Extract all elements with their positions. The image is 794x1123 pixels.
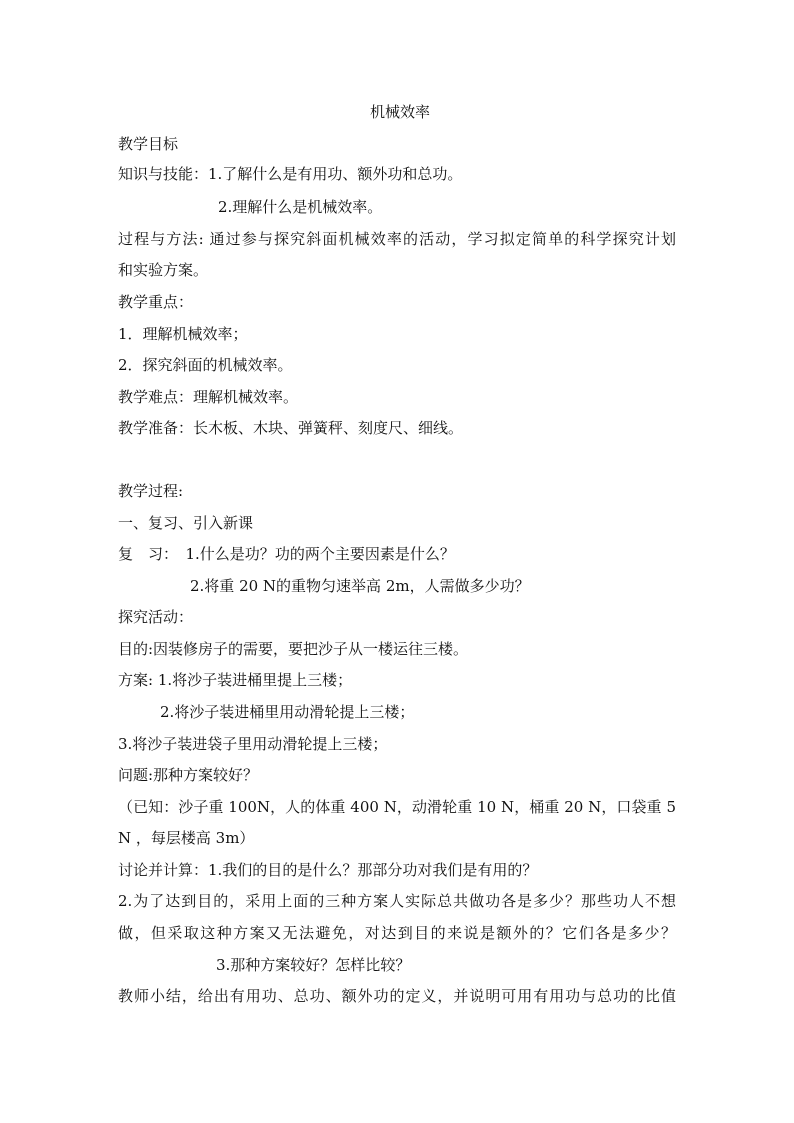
paragraph-line: 探究活动： bbox=[118, 608, 194, 626]
paragraph-line: 3.那种方案较好？怎样比较？ bbox=[216, 956, 411, 974]
paragraph-line: 讨论并计算：1.我们的目的是什么？那部分功对我们是有用的？ bbox=[118, 861, 538, 879]
list-item: 1．理解机械效率； bbox=[118, 325, 248, 343]
paragraph-line: 3.将沙子装进袋子里用动滑轮提上三楼； bbox=[118, 735, 388, 753]
paragraph-line: 过程与方法: 通过参与探究斜面机械效率的活动，学习拟定简单的科学探究计划 bbox=[118, 230, 676, 248]
paragraph-line: （已知：沙子重 100N，人的体重 400 N，动滑轮重 10 N，桶重 20 N，口袋重 5 bbox=[118, 798, 676, 816]
paragraph-line: 方案: 1.将沙子装进桶里提上三楼； bbox=[118, 671, 353, 689]
paragraph-line: 2.将沙子装进桶里用动滑轮提上三楼； bbox=[160, 703, 415, 721]
section-heading-process: 教学过程: bbox=[118, 482, 184, 500]
paragraph-line: 2.理解什么是机械效率。 bbox=[218, 198, 383, 216]
paragraph-line: 教学难点：理解机械效率。 bbox=[118, 388, 299, 406]
paragraph-line: 知识与技能：1.了解什么是有用功、额外功和总功。 bbox=[118, 165, 463, 183]
paragraph-line: 目的:因装修房子的需要，要把沙子从一楼运往三楼。 bbox=[118, 640, 469, 658]
paragraph-line: 复 习： 1.什么是功？功的两个主要因素是什么？ bbox=[118, 545, 455, 563]
section-heading-key-points: 教学重点： bbox=[118, 293, 194, 311]
list-item: 2．探究斜面的机械效率。 bbox=[118, 356, 293, 374]
paragraph-line: 和实验方案。 bbox=[118, 261, 209, 279]
section-heading-review: 一、复习、引入新课 bbox=[118, 514, 254, 532]
section-heading-objectives: 教学目标 bbox=[118, 135, 179, 153]
paragraph-line: 教师小结，给出有用功、总功、额外功的定义，并说明可用有用功与总功的比值 bbox=[118, 987, 676, 1005]
paragraph-line: 问题:那种方案较好？ bbox=[118, 766, 259, 784]
paragraph-line: 2.将重 20 N的重物匀速举高 2m，人需做多少功？ bbox=[190, 577, 530, 595]
paragraph-line: N ，每层楼高 3m） bbox=[118, 829, 255, 847]
paragraph-line: 做，但采取这种方案又无法避免，对达到目的来说是额外的？它们各是多少？ bbox=[118, 924, 676, 942]
paragraph-line: 2.为了达到目的，采用上面的三种方案人实际总共做功各是多少？那些功人不想 bbox=[118, 892, 676, 910]
paragraph-line: 教学准备：长木板、木块、弹簧秤、刻度尺、细线。 bbox=[118, 419, 464, 437]
document-title: 机械效率 bbox=[370, 103, 431, 121]
